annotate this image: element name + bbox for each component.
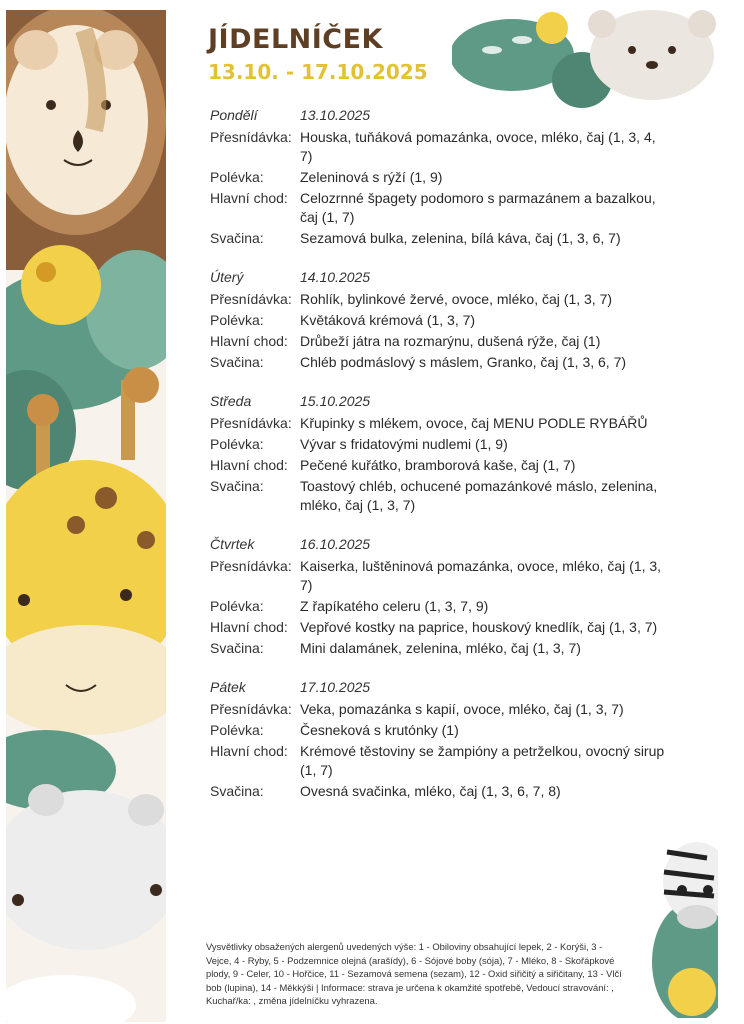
meal-text: Vývar s fridatovými nudlemi (1, 9) — [300, 436, 508, 452]
day-name: Pondělí — [210, 107, 258, 123]
animal-illustrations — [6, 10, 166, 1022]
day-date: 14.10.2025 — [300, 269, 371, 285]
day-name: Středa — [210, 393, 252, 409]
weekly-menu — [210, 104, 670, 819]
day-name: Úterý — [210, 269, 244, 285]
meal-label: Hlavní chod: — [210, 619, 288, 635]
meal-text: Kaiserka, luštěninová pomazánka, ovoce, mléko, čaj (1, 3, 7) — [300, 558, 662, 593]
day-date: 15.10.2025 — [300, 393, 371, 409]
meal-row — [210, 353, 670, 372]
meal-text: Toastový chléb, ochucené pomazánkové máslo, zelenina, mléko, čaj (1, 3, 7) — [300, 478, 658, 513]
meal-text: Rohlík, bylinkové žervé, ovoce, mléko, čaj (1, 3, 7) — [300, 291, 613, 307]
meal-text: Křupinky s mlékem, ovoce, čaj MENU PODLE RYBÁŘŮ — [300, 415, 648, 431]
meal-text: Krémové těstoviny se žampióny a petrželkou, ovocný sirup (1, 7) — [300, 743, 665, 778]
meal-row — [210, 435, 670, 454]
meal-text: Drůbeží játra na rozmarýnu, dušená rýže, čaj (1) — [300, 333, 601, 349]
meal-row — [210, 189, 670, 227]
meal-text: Květáková krémová (1, 3, 7) — [300, 312, 476, 328]
meal-label: Polévka: — [210, 722, 264, 738]
meal-label: Polévka: — [210, 598, 264, 614]
meal-text: Celozrnné špagety podomoro s parmazánem a bazalkou, čaj (1, 7) — [300, 190, 656, 225]
meal-row — [210, 639, 670, 658]
page-title: JÍDELNÍČEK — [208, 24, 383, 55]
day-friday — [210, 676, 670, 801]
bear-illustration — [452, 10, 716, 110]
meal-row — [210, 332, 670, 351]
hippo-illustration — [6, 784, 166, 950]
day-tuesday — [210, 266, 670, 372]
meal-text: Česneková s krutónky (1) — [300, 722, 459, 738]
meal-label: Polévka: — [210, 312, 264, 328]
day-date: 16.10.2025 — [300, 536, 371, 552]
meal-label: Hlavní chod: — [210, 457, 288, 473]
meal-row — [210, 721, 670, 740]
meal-label: Přesnídávka: — [210, 129, 292, 145]
meal-text: Houska, tuňáková pomazánka, ovoce, mléko, čaj (1, 3, 4, 7) — [300, 129, 656, 164]
meal-row — [210, 782, 670, 801]
day-date: 17.10.2025 — [300, 679, 371, 695]
meal-text: Mini dalamánek, zelenina, mléko, čaj (1, 3, 7) — [300, 640, 581, 656]
meal-row — [210, 168, 670, 187]
meal-row — [210, 618, 670, 637]
day-name: Čtvrtek — [210, 536, 255, 552]
meal-label: Hlavní chod: — [210, 190, 288, 206]
day-date: 13.10.2025 — [300, 107, 371, 123]
meal-label: Svačina: — [210, 354, 264, 370]
meal-label: Polévka: — [210, 436, 264, 452]
meal-row — [210, 597, 670, 616]
meal-label: Polévka: — [210, 169, 264, 185]
meal-text: Zeleninová s rýží (1, 9) — [300, 169, 443, 185]
meal-label: Svačina: — [210, 230, 264, 246]
meal-label: Svačina: — [210, 478, 264, 494]
meal-text: Sezamová bulka, zelenina, bílá káva, čaj (1, 3, 6, 7) — [300, 230, 621, 246]
meal-text: Pečené kuřátko, bramborová kaše, čaj (1, 7) — [300, 457, 576, 473]
meal-label: Svačina: — [210, 640, 264, 656]
meal-row — [210, 414, 670, 433]
meal-label: Svačina: — [210, 783, 264, 799]
meal-row — [210, 700, 670, 719]
zebra-illustration — [652, 812, 718, 1018]
meal-text: Ovesná svačinka, mléko, čaj (1, 3, 6, 7, 8) — [300, 783, 561, 799]
day-wednesday — [210, 390, 670, 515]
meal-row — [210, 742, 670, 780]
meal-label: Přesnídávka: — [210, 701, 292, 717]
meal-row — [210, 229, 670, 248]
meal-row — [210, 557, 670, 595]
meal-label: Přesnídávka: — [210, 291, 292, 307]
meal-row — [210, 311, 670, 330]
meal-text: Veka, pomazánka s kapií, ovoce, mléko, čaj (1, 3, 7) — [300, 701, 624, 717]
meal-row — [210, 128, 670, 166]
meal-row — [210, 477, 670, 515]
date-range: 13.10. - 17.10.2025 — [208, 60, 428, 84]
meal-text: Vepřové kostky na paprice, houskový knedlík, čaj (1, 3, 7) — [300, 619, 658, 635]
day-monday — [210, 104, 670, 248]
allergen-footnote: Vysvětlivky obsažených alergenů uvedených výše: 1 - Obiloviny obsahující lepek, 2 - Korýši, 3 - Vejce, 4 - Ryby, 5 - Podzemnice olejná (arašídy), 6 - Sójové boby (sója), 7 - Mléko, 8 - Skořápkové plody, 9 - Celer, 10 - Hořčice, 11 - Sezamová semena (sezam), 12 - Oxid siřičitý a siřičitany, 13 - Vlčí bob (lupina), 14 - Měkkýši | Informace: strava je určena k okamžité spotřebě, Vedoucí stravování: , Kuchař/ka: , změna jídelníčku vyhrazena. — [206, 941, 622, 1006]
meal-label: Hlavní chod: — [210, 743, 288, 759]
meal-row — [210, 456, 670, 475]
meal-label: Přesnídávka: — [210, 558, 292, 574]
lion-illustration — [6, 10, 166, 270]
flower-icon — [21, 245, 101, 325]
decorative-side-strip — [6, 10, 166, 1022]
meal-text: Z řapíkatého celeru (1, 3, 7, 9) — [300, 598, 489, 614]
day-name: Pátek — [210, 679, 246, 695]
meal-row — [210, 290, 670, 309]
meal-label: Hlavní chod: — [210, 333, 288, 349]
meal-text: Chléb podmáslový s máslem, Granko, čaj (1, 3, 6, 7) — [300, 354, 627, 370]
meal-label: Přesnídávka: — [210, 415, 292, 431]
day-thursday — [210, 533, 670, 658]
